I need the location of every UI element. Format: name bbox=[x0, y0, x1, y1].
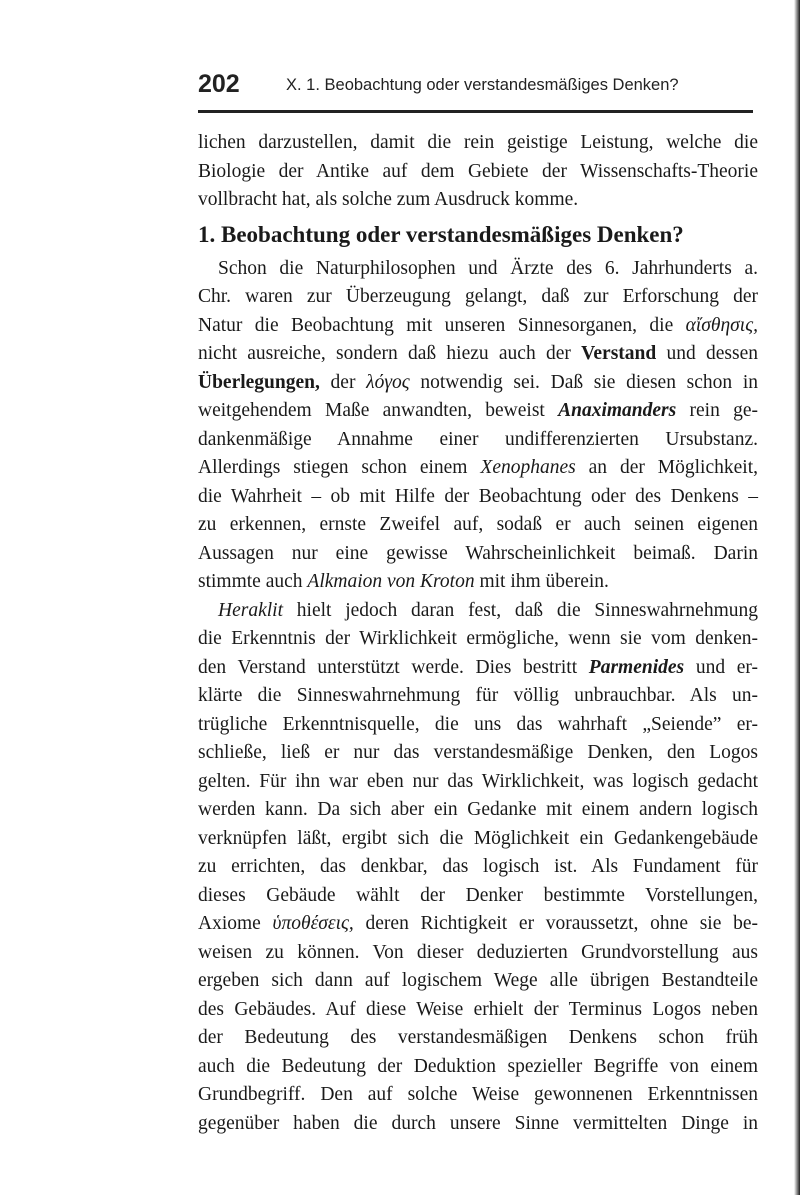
text-line: ergeben sich dann auf logischem Wege alle übrigen Bestandteile bbox=[198, 970, 758, 991]
text-run: an der Möglichkeit, bbox=[575, 457, 758, 478]
text-line: zu erkennen, ernste Zweifel auf, sodaß er auch seinen eigenen bbox=[198, 514, 758, 535]
text-run: und dessen bbox=[656, 343, 758, 364]
emphasis: Überlegungen, bbox=[198, 371, 320, 393]
text-line: verknüpfen läßt, ergibt sich die Möglichkeit ein Gedankengebäude bbox=[198, 827, 758, 849]
text-line bbox=[198, 654, 758, 683]
text-run: hielt jedoch daran fest, daß die Sinneswahrnehmung bbox=[282, 599, 758, 621]
section-heading: 1. Beobachtung oder verstandesmäßiges Denken? bbox=[198, 221, 684, 247]
body-text bbox=[198, 129, 758, 1138]
text-run: Allerdings stiegen schon einem bbox=[198, 457, 481, 478]
running-head: X. 1. Beobachtung oder verstandesmäßiges Denken? bbox=[286, 76, 679, 94]
text-run: nicht ausreiche, sondern daß hiezu auch der bbox=[198, 343, 582, 364]
person-name: Xenophanes bbox=[480, 457, 576, 478]
person-name: Alkmaion von Kroton bbox=[307, 571, 475, 592]
text-run: der bbox=[319, 371, 367, 393]
text-line: weisen zu können. Von dieser deduzierten Grundvorstellung aus bbox=[198, 941, 758, 963]
text-run: Axiome bbox=[198, 913, 273, 934]
text-line: vollbracht hat, als solche zum Ausdruck komme. bbox=[198, 189, 579, 210]
text-line: klärte die Sinneswahrnehmung für völlig unbrauchbar. Als un- bbox=[198, 685, 758, 706]
text-line bbox=[198, 369, 758, 398]
paragraph-1 bbox=[198, 255, 758, 597]
text-run: notwendig sei. Daß sie diesen schon in bbox=[409, 371, 758, 393]
text-line bbox=[198, 910, 758, 939]
text-line: gegenüber haben die durch unsere Sinne vermittelten Dinge in bbox=[198, 1112, 758, 1134]
greek-term: αἴσθησις, bbox=[685, 314, 758, 336]
text-line: werden kann. Da sich aber ein Gedanke mit einem andern logisch bbox=[198, 799, 758, 820]
text-line: dieses Gebäude wählt der Denker bestimmte Vorstellungen, bbox=[198, 884, 758, 906]
text-run: weitgehendem Maße anwandten, beweist bbox=[198, 400, 559, 421]
page-header bbox=[198, 70, 753, 110]
text-line: Biologie der Antike auf dem Gebiete der Wissenschafts-Theorie bbox=[198, 160, 758, 182]
text-run: mit ihm überein. bbox=[474, 571, 609, 592]
text-line: zu errichten, das denkbar, das logisch ist. Als Fundament für bbox=[198, 856, 758, 877]
text-line bbox=[198, 340, 758, 369]
text-line: schließe, ließ er nur das verstandesmäßige Denken, den Logos bbox=[198, 742, 758, 763]
header-rule bbox=[198, 110, 753, 113]
person-name: Parmenides bbox=[588, 656, 685, 678]
text-run: rein ge- bbox=[676, 400, 758, 421]
paragraph-2 bbox=[198, 597, 758, 1139]
text-line bbox=[198, 312, 758, 341]
text-line bbox=[198, 597, 758, 626]
text-line: Chr. waren zur Überzeugung gelangt, daß zur Erforschung der bbox=[198, 286, 758, 307]
person-name: Heraklit bbox=[218, 599, 283, 621]
intro-paragraph bbox=[198, 129, 758, 215]
greek-term: λόγος bbox=[366, 371, 410, 393]
text-line: die Erkenntnis der Wirklichkeit ermögliche, wenn sie vom denken- bbox=[198, 628, 758, 649]
emphasis: Verstand bbox=[581, 343, 657, 364]
text-line: trügliche Erkenntnisquelle, die uns das wahrhaft „Seiende” er- bbox=[198, 713, 758, 735]
text-line bbox=[198, 454, 758, 483]
greek-term: ὑποθέσεις, bbox=[272, 913, 354, 934]
page-number: 202 bbox=[198, 70, 240, 98]
text-run: Natur die Beobachtung mit unseren Sinnesorganen, die bbox=[198, 314, 686, 336]
text-line: lichen darzustellen, damit die rein geistige Leistung, welche die bbox=[198, 132, 758, 153]
text-line: Grundbegriff. Den auf solche Weise gewonnenen Erkenntnissen bbox=[198, 1084, 758, 1105]
text-run: und er- bbox=[684, 656, 758, 678]
text-line: auch die Bedeutung der Deduktion spezieller Begriffe von einem bbox=[198, 1055, 758, 1077]
text-line: Aussagen nur eine gewisse Wahrscheinlichkeit beimaß. Darin bbox=[198, 542, 758, 564]
text-line: die Wahrheit – ob mit Hilfe der Beobachtung oder des Denkens – bbox=[198, 485, 758, 507]
text-line: des Gebäudes. Auf diese Weise erhielt der Terminus Logos neben bbox=[198, 998, 758, 1020]
text-run: stimmte auch bbox=[198, 571, 308, 592]
text-line: der Bedeutung des verstandesmäßigen Denkens schon früh bbox=[198, 1027, 758, 1048]
text-run: den Verstand unterstützt werde. Dies bestritt bbox=[198, 656, 589, 678]
text-line: Schon die Naturphilosophen und Ärzte des 6. Jahrhunderts a. bbox=[218, 257, 758, 279]
text-run: deren Richtigkeit er voraussetzt, ohne sie be- bbox=[353, 913, 758, 934]
text-line bbox=[198, 397, 758, 426]
page-edge-shadow bbox=[794, 0, 800, 1195]
text-line: gelten. Für ihn war eben nur das Wirklichkeit, was logisch gedacht bbox=[198, 770, 758, 792]
text-line: dankenmäßige Annahme einer undifferenzierten Ursubstanz. bbox=[198, 428, 758, 450]
text-line bbox=[198, 568, 758, 597]
person-name: Anaximanders bbox=[558, 400, 677, 421]
